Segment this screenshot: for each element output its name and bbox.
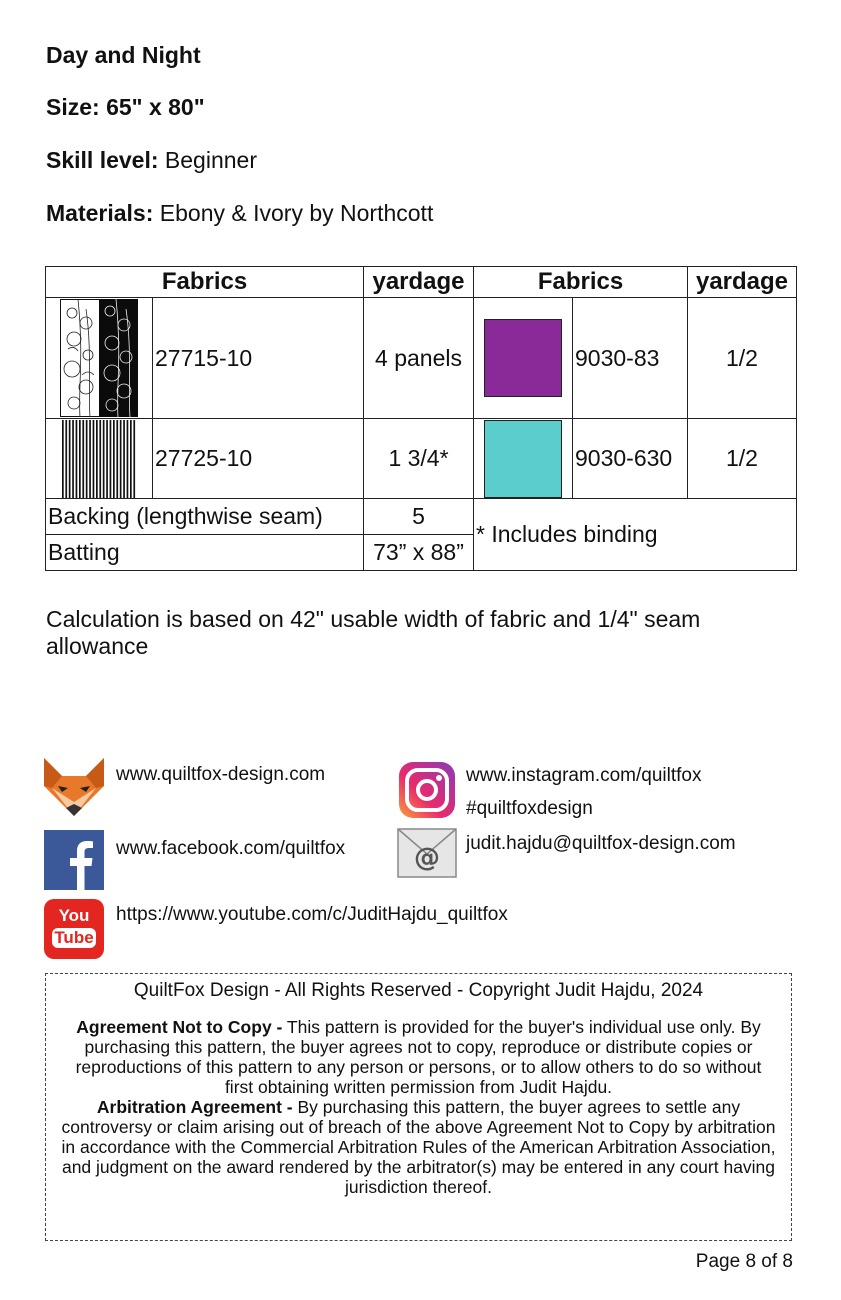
floral-panel-swatch [46, 298, 153, 419]
stripe-line [103, 420, 105, 498]
stripe-line [133, 420, 135, 498]
facebook-link[interactable]: www.facebook.com/quiltfox [116, 838, 346, 859]
binding-note: * Includes binding [474, 499, 797, 571]
agreement-text: This pattern is provided for the buyer's individual use only. By purchasing this pattern, the buyer agrees not to copy, reproduce or distribute copies or reproductions of this pattern to any person or persons, or to allow others to do so without first obtaining written permission from Judit Hajdu. [75, 1017, 762, 1097]
instagram-link[interactable]: www.instagram.com/quiltfox [466, 765, 702, 786]
email-icon [397, 828, 457, 878]
email-link[interactable]: judit.hajdu@quiltfox-design.com [466, 833, 736, 854]
facebook-icon [44, 830, 104, 890]
stripe-line [82, 420, 84, 498]
arbitration-title: Arbitration Agreement - [96, 1097, 293, 1117]
legal-box [45, 973, 792, 1241]
stripe-swatch-cell [46, 419, 153, 499]
header-yardage-right: yardage [688, 267, 797, 298]
page-number: Page 8 of 8 [695, 1251, 793, 1272]
purple-fabric-swatch [484, 319, 562, 397]
stripe-line [93, 420, 95, 498]
youtube-link[interactable]: https://www.youtube.com/c/JuditHajdu_quiltfox [116, 904, 508, 925]
stripe-line [96, 420, 98, 498]
backing-value: 5 [364, 499, 474, 535]
header-yardage-left: yardage [364, 267, 474, 298]
pattern-title: Day and Night [46, 42, 201, 68]
instagram-icon [399, 762, 455, 818]
stripe-line [65, 420, 67, 498]
header-fabrics-left: Fabrics [46, 267, 364, 298]
youtube-logo-top: You [58, 906, 90, 925]
stripe-line [86, 420, 88, 498]
agreement-title: Agreement Not to Copy - [76, 1017, 283, 1037]
fox-logo-icon [44, 758, 104, 818]
website-link[interactable]: www.quiltfox-design.com [116, 764, 326, 785]
calculation-note: Calculation is based on 42" usable width of fabric and 1/4" seam allowance [46, 606, 701, 659]
fabric-code-1: 27715-10 [153, 298, 364, 419]
arbitration-text: By purchasing this pattern, the buyer agrees to settle any controversy or claim arising out of breach of the above Agreement Not to Copy by arbitration in accordance with the Commercial Arbitration Rules of the American Arbitration Association, and judgment on the award rendered by the arbitrator(s) may be entered in any court having jurisdiction thereof. [61, 1097, 776, 1197]
stripe-line [69, 420, 71, 498]
youtube-icon [44, 899, 104, 959]
skill-line: Skill level: Beginner [46, 147, 257, 173]
stripe-line [79, 420, 81, 498]
stripe-line [113, 420, 115, 498]
stripe-line [127, 420, 129, 498]
svg-text:@: @ [414, 843, 440, 873]
table-row [46, 419, 797, 499]
fabric-yardage-1: 4 panels [364, 298, 474, 419]
fabric-code-4: 9030-630 [573, 419, 688, 499]
stripe-line [120, 420, 122, 498]
stripe-line [110, 420, 112, 498]
stripe-line [106, 420, 108, 498]
agreement-paragraph [60, 1017, 777, 1097]
backing-row [46, 499, 797, 535]
batting-label: Batting [46, 535, 364, 571]
stripe-line [123, 420, 125, 498]
purple-swatch-cell [474, 298, 573, 419]
size-line: Size: 65" x 80" [46, 94, 205, 120]
backing-label: Backing (lengthwise seam) [46, 499, 364, 535]
arbitration-paragraph [60, 1097, 777, 1197]
copyright-line: QuiltFox Design - All Rights Reserved - Copyright Judit Hajdu, 2024 [133, 980, 704, 1001]
stripe-line [99, 420, 101, 498]
table-header-row [46, 267, 797, 298]
floral-panel-image [60, 299, 138, 417]
fabric-code-3: 9030-83 [573, 298, 688, 419]
stripe-line [130, 420, 132, 498]
table-row [46, 298, 797, 419]
fabric-yardage-3: 1/2 [688, 298, 797, 419]
aqua-swatch-cell [474, 419, 573, 499]
stripe-line [76, 420, 78, 498]
fabric-yardage-2: 1 3/4* [364, 419, 474, 499]
fabric-table [45, 266, 797, 571]
aqua-fabric-swatch [484, 420, 562, 498]
fabric-yardage-4: 1/2 [688, 419, 797, 499]
fabric-code-2: 27725-10 [153, 419, 364, 499]
materials-line: Materials: Ebony & Ivory by Northcott [46, 200, 434, 226]
header-fabrics-right: Fabrics [474, 267, 688, 298]
stripe-line [62, 420, 64, 498]
stripe-line [72, 420, 74, 498]
stripe-line [116, 420, 118, 498]
youtube-logo-bottom: Tube [52, 928, 96, 948]
stripe-line [89, 420, 91, 498]
instagram-hashtag: #quiltfoxdesign [466, 798, 593, 819]
stripe-fabric-swatch [60, 420, 138, 498]
batting-value: 73” x 88” [364, 535, 474, 571]
